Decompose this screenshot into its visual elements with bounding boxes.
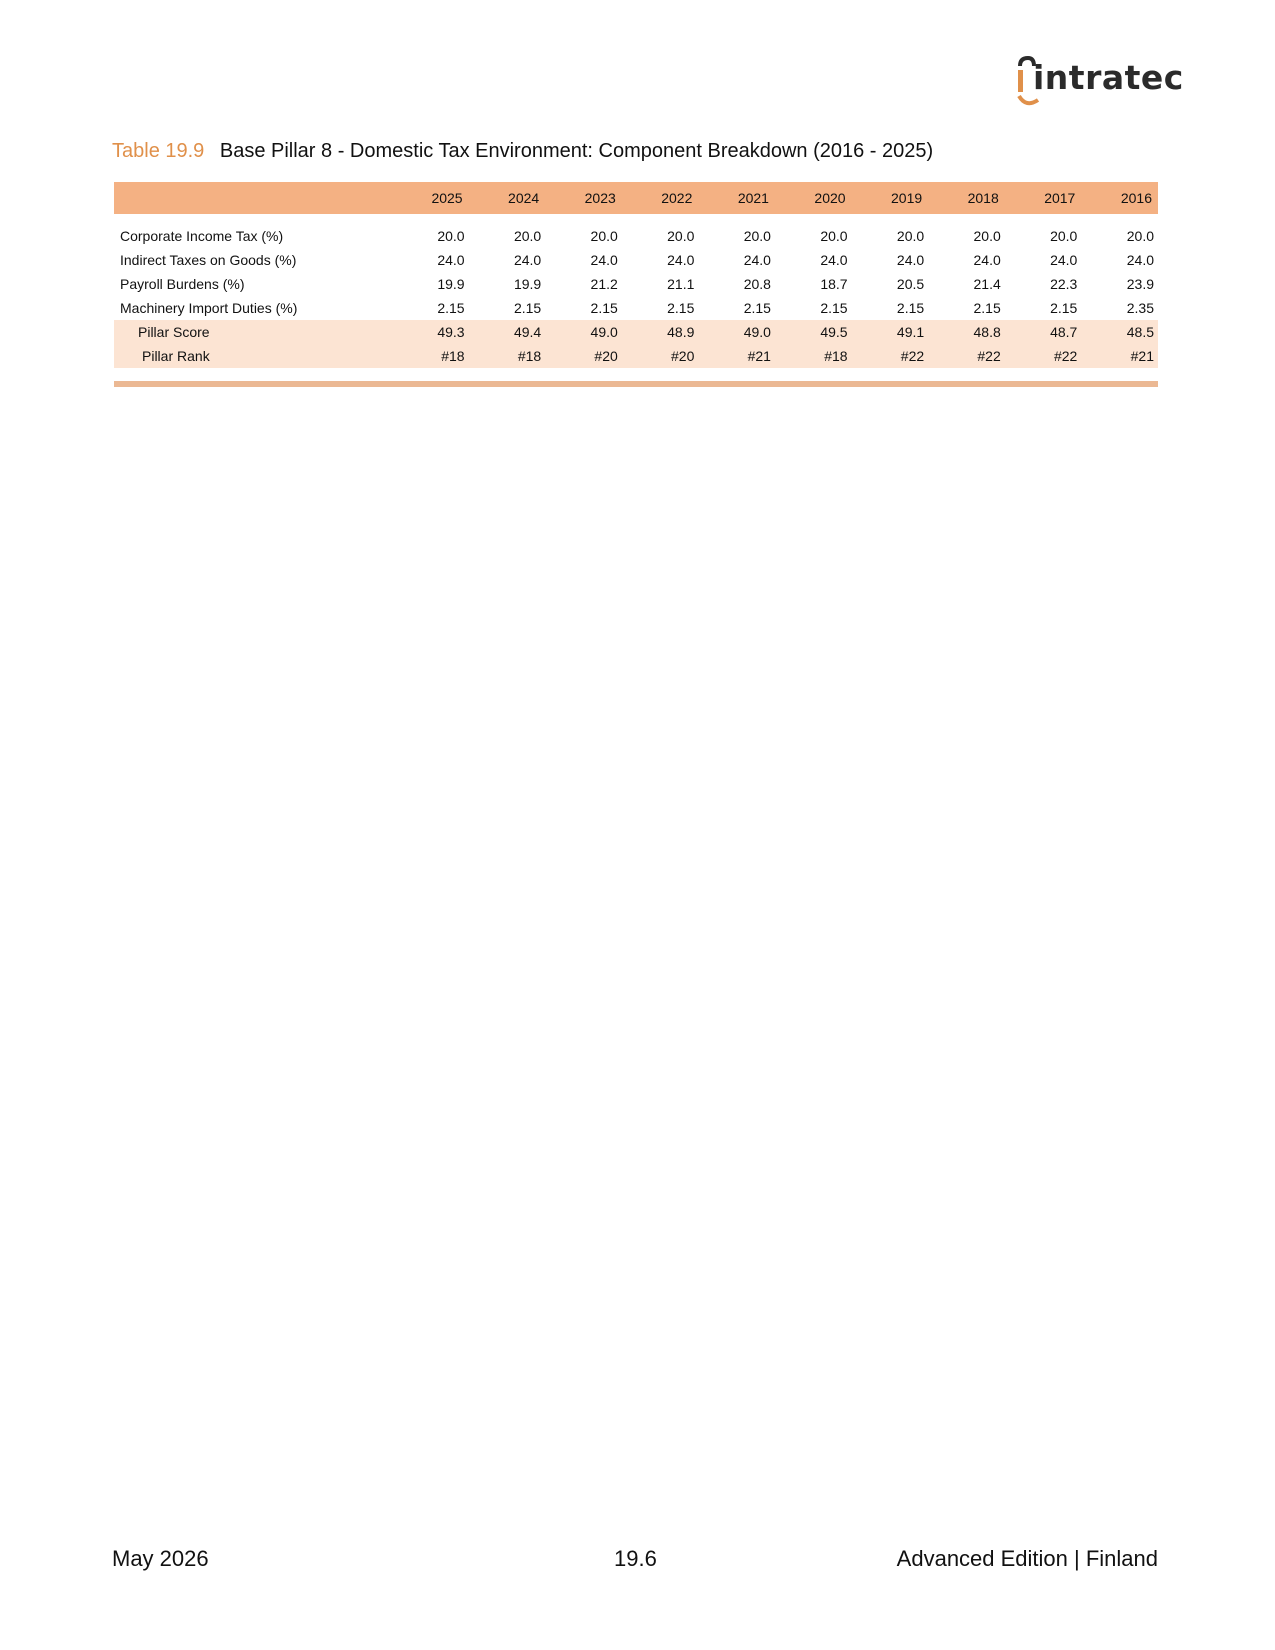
value-cell: 20.0	[896, 228, 925, 244]
value-cell: 2.35	[1126, 300, 1154, 316]
value-cell: 24.0	[590, 252, 618, 268]
row-label: Machinery Import Duties (%)	[120, 300, 298, 316]
value-cell: 20.0	[437, 228, 465, 244]
year-header-2024: 2024	[469, 182, 546, 214]
value-cell: 20.0	[743, 228, 771, 244]
table-number: Table 19.9	[112, 140, 205, 162]
value-cell: #21	[1081, 344, 1158, 368]
value-cell: 22.3	[1050, 276, 1078, 292]
year-header-2025: 2025	[392, 182, 469, 214]
year-header-2016: 2016	[1081, 182, 1158, 214]
value-cell: 20.0	[513, 228, 542, 244]
value-cell: 2.15	[513, 300, 542, 316]
value-cell: 48.8	[928, 320, 1005, 344]
value-cell: #20	[545, 344, 622, 368]
row-label: Indirect Taxes on Goods (%)	[120, 252, 297, 268]
value-cell: 2.15	[437, 300, 465, 316]
value-cell: #22	[928, 344, 1005, 368]
value-cell: 20.0	[820, 228, 848, 244]
table-caption: Base Pillar 8 - Domestic Tax Environment: Component Breakdown (2016 - 2025)	[219, 140, 934, 162]
value-cell: 49.1	[852, 320, 929, 344]
value-cell: 20.0	[1126, 228, 1154, 244]
pillar-rank-row	[114, 344, 1158, 368]
year-header-2017: 2017	[1005, 182, 1082, 214]
value-cell: 20.0	[590, 228, 618, 244]
value-cell: 24.0	[973, 252, 1001, 268]
value-cell: 23.9	[1126, 276, 1154, 292]
value-cell: 2.15	[973, 300, 1001, 316]
value-cell: 19.9	[437, 276, 465, 292]
value-cell: 2.15	[896, 300, 925, 316]
year-header-2022: 2022	[622, 182, 699, 214]
table-bottom-bar	[114, 381, 1158, 387]
value-cell: 20.0	[973, 228, 1001, 244]
pillar-score-row	[114, 320, 1158, 344]
value-cell: 2.15	[1050, 300, 1078, 316]
value-cell: 48.9	[622, 320, 699, 344]
value-cell: 20.0	[1050, 228, 1078, 244]
value-cell: 2.15	[667, 300, 695, 316]
table-header-row	[114, 182, 1158, 214]
value-cell: #22	[852, 344, 929, 368]
value-cell: 24.0	[1126, 252, 1154, 268]
value-cell: 20.0	[667, 228, 695, 244]
value-cell: 24.0	[437, 252, 465, 268]
value-cell: 21.4	[973, 276, 1001, 292]
header-label-cell	[114, 182, 392, 214]
value-cell: 21.2	[590, 276, 618, 292]
logo-text: intratec	[1033, 58, 1184, 97]
table-row	[114, 224, 1158, 248]
year-header-2018: 2018	[928, 182, 1005, 214]
value-cell: 48.7	[1005, 320, 1082, 344]
value-cell: 18.7	[820, 276, 848, 292]
value-cell: 24.0	[513, 252, 542, 268]
value-cell: #20	[622, 344, 699, 368]
row-label: Corporate Income Tax (%)	[120, 228, 284, 244]
table-row	[114, 296, 1158, 320]
value-cell: 49.0	[545, 320, 622, 344]
year-header-2020: 2020	[775, 182, 852, 214]
year-header-2023: 2023	[545, 182, 622, 214]
footer-date: May 2026	[112, 1546, 209, 1571]
value-cell: 24.0	[667, 252, 695, 268]
table-row	[114, 272, 1158, 296]
value-cell: #18	[392, 344, 469, 368]
table-title	[112, 140, 933, 163]
value-cell: 24.0	[743, 252, 771, 268]
value-cell: 24.0	[820, 252, 848, 268]
value-cell: 24.0	[1050, 252, 1078, 268]
value-cell: 20.5	[896, 276, 925, 292]
footer-page-number: 19.6	[614, 1546, 657, 1571]
value-cell: 49.5	[775, 320, 852, 344]
table-row	[114, 248, 1158, 272]
year-header-2021: 2021	[698, 182, 775, 214]
year-header-2019: 2019	[852, 182, 929, 214]
value-cell: 48.5	[1081, 320, 1158, 344]
spacer-row	[114, 214, 1158, 224]
value-cell: 19.9	[513, 276, 542, 292]
component-breakdown-table	[114, 182, 1158, 368]
row-label: Pillar Score	[114, 320, 392, 344]
footer-edition: Advanced Edition | Finland	[896, 1546, 1158, 1571]
value-cell: 49.4	[469, 320, 546, 344]
value-cell: 49.0	[698, 320, 775, 344]
value-cell: #22	[1005, 344, 1082, 368]
row-label: Pillar Rank	[114, 344, 392, 368]
value-cell: 21.1	[667, 276, 695, 292]
value-cell: #18	[469, 344, 546, 368]
value-cell: 49.3	[392, 320, 469, 344]
value-cell: 24.0	[896, 252, 925, 268]
value-cell: 2.15	[590, 300, 618, 316]
value-cell: 20.8	[743, 276, 771, 292]
value-cell: 2.15	[743, 300, 771, 316]
row-label: Payroll Burdens (%)	[120, 276, 245, 292]
value-cell: 2.15	[820, 300, 848, 316]
value-cell: #21	[698, 344, 775, 368]
value-cell: #18	[775, 344, 852, 368]
